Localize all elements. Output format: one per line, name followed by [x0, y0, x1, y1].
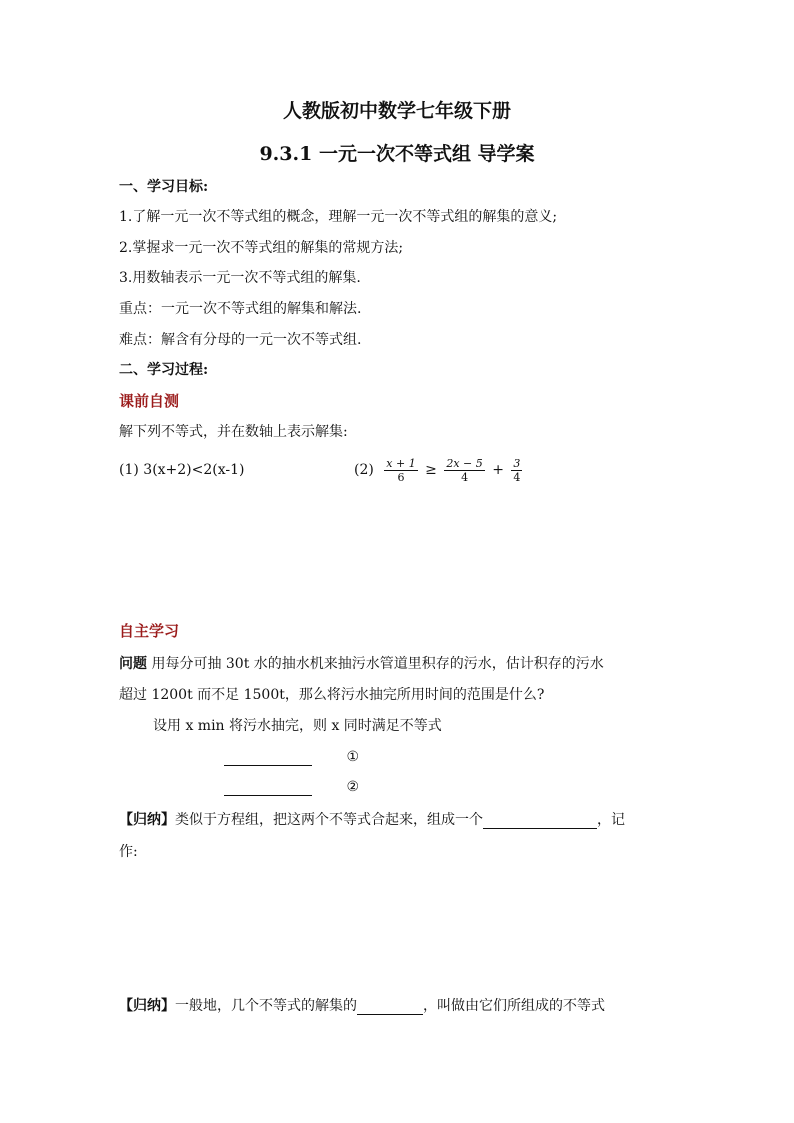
summary-1-label: 【归纳】: [119, 812, 175, 828]
fraction-rhs-2-numerator: 3: [513, 456, 521, 470]
fraction-lhs-numerator: x + 1: [386, 456, 416, 470]
pre-test-heading: 课前自测: [119, 392, 180, 410]
problem-2: [354, 454, 523, 486]
summary-2-text: 一般地，几个不等式的解集的: [175, 998, 357, 1014]
pre-test-instruction: 解下列不等式，并在数轴上表示解集:: [119, 424, 348, 440]
fraction-rhs-2-denominator: 4: [513, 470, 521, 484]
inequality-row-1: [224, 748, 359, 766]
key-point: 重点：一元一次不等式组的解集和解法.: [119, 301, 362, 317]
process-heading: 二、学习过程:: [119, 362, 209, 378]
question-text-1: 用每分可抽 30t 水的抽水机来抽污水管道里积存的污水，估计积存的污水: [147, 656, 604, 672]
summary-2-tail: ，叫做由它们所组成的不等式: [423, 998, 605, 1014]
inequality-row-2: [224, 778, 359, 796]
fraction-rhs-1-denominator: 4: [461, 470, 469, 484]
summary-2: [119, 997, 605, 1015]
fraction-rhs-1: [444, 457, 484, 484]
summary-1: [119, 811, 625, 829]
goal-2: 2.掌握求一元一次不等式组的解集的常规方法;: [119, 240, 404, 256]
question-line-2: 超过 1200t 而不足 1500t，那么将污水抽完所用时间的范围是什么?: [119, 687, 545, 703]
plus-symbol: +: [492, 462, 504, 478]
summary-1-tail: ，记: [597, 812, 625, 828]
setup-text: 设用 x min 将污水抽完，则 x 同时满足不等式: [153, 718, 442, 734]
self-study-heading: 自主学习: [119, 622, 180, 640]
blank-common-part[interactable]: [357, 998, 423, 1015]
fraction-lhs-denominator: 6: [397, 470, 405, 484]
fraction-rhs-2: [511, 457, 522, 484]
summary-2-label: 【归纳】: [119, 998, 175, 1014]
circled-mark-1: ①: [346, 749, 360, 765]
question-label: 问题: [119, 656, 147, 672]
document-subtitle: 9.3.1 一元一次不等式组 导学案: [259, 143, 535, 165]
fraction-rhs-1-numerator: 2x − 5: [446, 456, 483, 470]
blank-inequality-2[interactable]: [224, 779, 312, 796]
blank-inequality-1[interactable]: [224, 749, 312, 766]
fraction-lhs: [384, 457, 417, 484]
document-title: 人教版初中数学七年级下册: [282, 100, 511, 122]
problem-1: (1) 3(x+2)<2(x-1): [119, 462, 245, 478]
blank-system-name[interactable]: [483, 812, 597, 829]
summary-1-text: 类似于方程组，把这两个不等式合起来，组成一个: [175, 812, 483, 828]
goals-heading: 一、学习目标:: [119, 179, 209, 195]
relation-symbol: ≥: [425, 462, 437, 478]
circled-mark-2: ②: [346, 779, 360, 795]
summary-1-line-2: 作:: [119, 844, 138, 860]
question-line-1: [119, 655, 604, 673]
goal-1: 1.了解一元一次不等式组的概念，理解一元一次不等式组的解集的意义;: [119, 209, 558, 225]
goal-3: 3.用数轴表示一元一次不等式组的解集.: [119, 270, 361, 286]
problem-2-label: (2): [354, 462, 374, 478]
difficulty: 难点：解含有分母的一元一次不等式组.: [119, 332, 362, 348]
